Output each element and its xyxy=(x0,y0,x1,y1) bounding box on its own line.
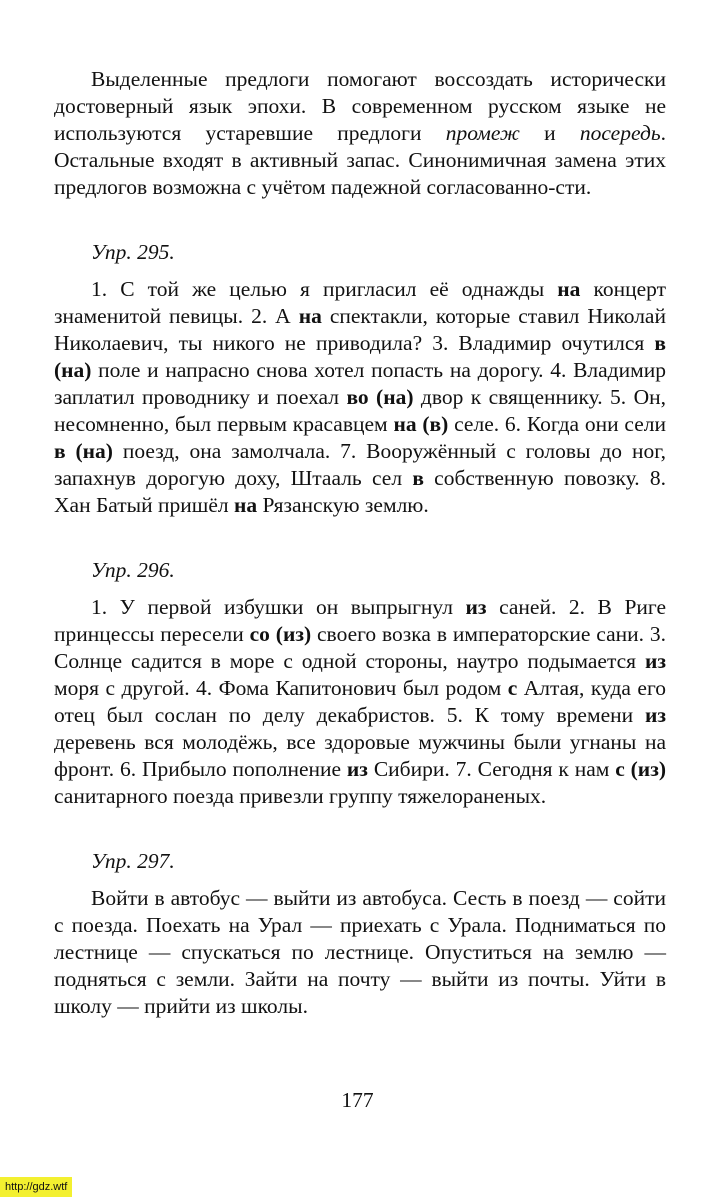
paragraph-text: саней. 2. В Риге принцессы пересели xyxy=(54,595,666,646)
paragraph-text: Сибири. 7. Сегодня к нам xyxy=(367,757,616,781)
highlighted-preposition: на (в) xyxy=(393,412,449,436)
highlighted-preposition: из xyxy=(644,703,666,727)
paragraph-text: поезд, она замолчала. 7. Вооружённый с головы до ног, запахнув дорогую доху, Штааль сел xyxy=(54,439,666,490)
highlighted-preposition: во (на) xyxy=(346,385,414,409)
paragraph-text: поле и напрасно снова хотел попасть на дорогу. 4. Владимир заплатил проводнику и поехал xyxy=(54,358,666,409)
paragraph-text: 1. У первой избушки он выпрыгнул xyxy=(91,595,466,619)
paragraph-text: спектакли, которые ставил Николай Николаевич, ты никого не приводила? 3. Владимир очутился xyxy=(54,304,666,355)
exercise-295-heading: Упр. 295. xyxy=(91,240,175,264)
highlighted-preposition: со (из) xyxy=(249,622,312,646)
page-number: 177 xyxy=(341,1088,374,1112)
paragraph-text: своего возка в императорские сани. 3. Солнце садится в море с одной стороны, наутро подымается xyxy=(54,622,667,673)
watermark-link[interactable]: http://gdz.wtf xyxy=(0,1177,72,1197)
paragraph-text: Рязанскую землю. xyxy=(257,493,429,517)
exercise-296-text xyxy=(54,594,666,810)
paragraph-text: селе. 6. Когда они сели xyxy=(448,412,667,436)
highlighted-preposition: в (на) xyxy=(54,439,113,463)
intro-italic-word: промеж xyxy=(445,121,520,145)
paragraph-text: концерт знаменитой певицы. 2. А xyxy=(54,277,666,328)
highlighted-preposition: с (из) xyxy=(615,757,666,781)
paragraph-text: 1. С той же целью я пригласил её однажды xyxy=(91,277,558,301)
intro-italic-word: посередь xyxy=(579,121,661,145)
highlighted-preposition: из xyxy=(644,649,666,673)
exercise-297-text: Войти в автобус — выйти из автобуса. Сесть в поезд — сойти с поезда. Поехать на Урал — приехать с Урала. Подниматься по лестнице — спускаться по лестнице. Опуститься на землю — подняться с земли. Зайти на почту — выйти из почты. Уйти в школу — прийти из школы. xyxy=(54,886,666,1018)
highlighted-preposition: из xyxy=(346,757,368,781)
page-content xyxy=(54,66,666,1020)
exercise-297-heading: Упр. 297. xyxy=(91,849,175,873)
highlighted-preposition: на xyxy=(233,493,258,517)
highlighted-preposition: с xyxy=(507,676,518,700)
intro-text: Выделенные предлоги помогают воссоздать исторически достоверный язык эпохи. В современном русском языке не используются устаревшие предлоги xyxy=(54,67,666,145)
paragraph-text: деревень вся молодёжь, все здоровые мужчины были угнаны на фронт. 6. Прибыло пополнение xyxy=(54,730,666,781)
exercise-295-text xyxy=(54,276,666,519)
paragraph-text: собственную повозку. 8. Хан Батый пришёл xyxy=(54,466,666,517)
highlighted-preposition: из xyxy=(465,595,487,619)
intro-paragraph xyxy=(54,66,666,201)
paragraph-text: санитарного поезда привезли группу тяжелораненых. xyxy=(54,784,547,808)
highlighted-preposition: в (на) xyxy=(54,331,666,382)
highlighted-preposition: на xyxy=(557,277,581,301)
paragraph-text: двор к священнику. 5. Он, несомненно, был первым красавцем xyxy=(54,385,666,436)
paragraph-text: Алтая, куда его отец был сослан по делу декабристов. 5. К тому времени xyxy=(54,676,666,727)
highlighted-preposition: на xyxy=(298,304,322,328)
highlighted-preposition: в xyxy=(412,466,424,490)
intro-text: . Остальные входят в активный запас. Синонимичная замена этих предлогов возможна с учётом падежной согласованно-сти. xyxy=(54,121,666,199)
exercise-296-heading: Упр. 296. xyxy=(91,558,175,582)
intro-text: и xyxy=(519,121,580,145)
paragraph-text: моря с другой. 4. Фома Капитонович был родом xyxy=(54,676,508,700)
